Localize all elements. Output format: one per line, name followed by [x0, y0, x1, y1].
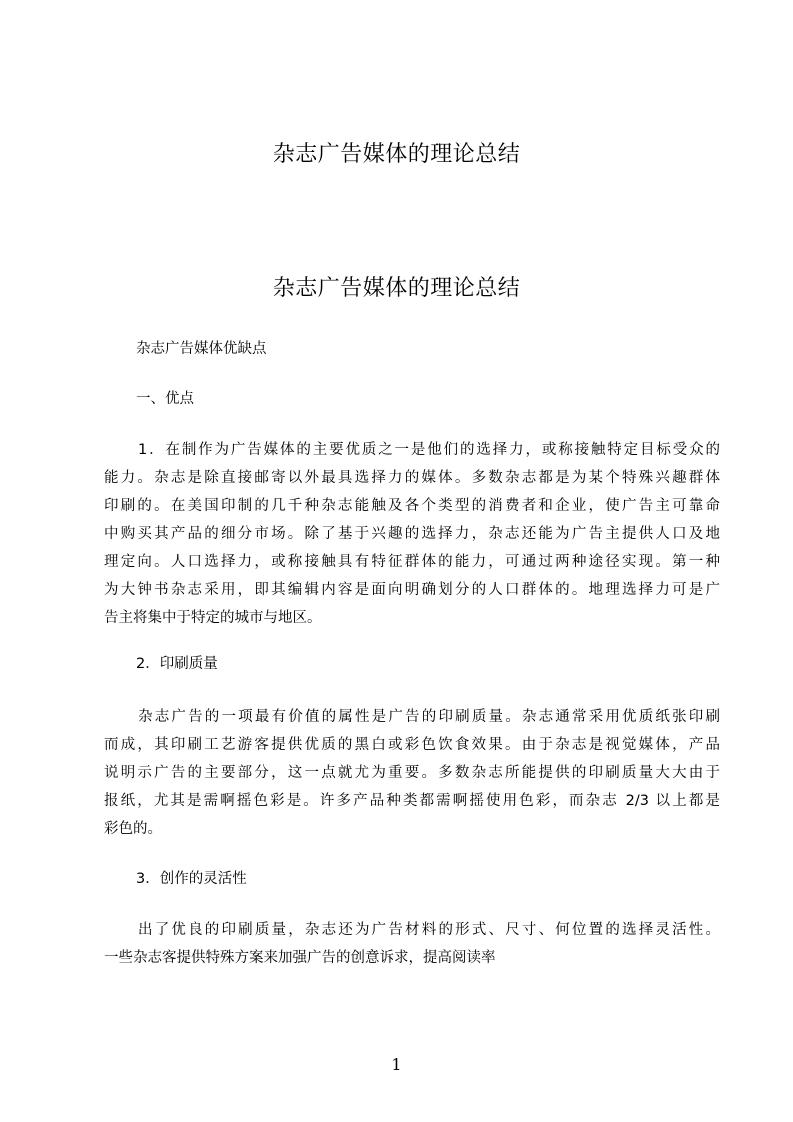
paragraph-line: 印刷的。在美国印制的几千种杂志能触及各个类型的消费者和企业，使广告主可靠命 — [104, 498, 720, 514]
point-3-heading: 3．创作的灵活性 — [136, 871, 247, 887]
page-number: 1 — [391, 1055, 402, 1074]
document-title: 杂志广告媒体的理论总结 — [272, 142, 521, 167]
paragraph-line: 彩色的。 — [104, 821, 162, 837]
section-heading: 杂志广告媒体优缺点 — [136, 341, 267, 357]
paragraph-line: 告主将集中于特定的城市与地区。 — [104, 610, 322, 626]
paragraph-line: 说明示广告的主要部分，这一点就尤为重要。多数杂志所能提供的印刷质量大大由于 — [104, 765, 720, 781]
paragraph-line: 1．在制作为广告媒体的主要优质之一是他们的选择力，或称接触特定目标受众的 — [138, 442, 720, 458]
paragraph-line: 为大钟书杂志采用，即其编辑内容是面向明确划分的人口群体的。地理选择力可是广 — [104, 582, 720, 598]
paragraph-point-3 — [104, 920, 720, 976]
paragraph-line: 中购买其产品的细分市场。除了基于兴趣的选择力，杂志还能为广告主提供人口及地 — [104, 526, 720, 542]
point-2-heading: 2．印刷质量 — [136, 656, 218, 672]
paragraph-line: 而成，其印刷工艺游客提供优质的黑白或彩色饮食效果。由于杂志是视觉媒体，产品 — [104, 737, 720, 753]
paragraph-line: 一些杂志客提供特殊方案来加强广告的创意诉求，提高阅读率 — [104, 950, 496, 966]
paragraph-line: 报纸，尤其是需啊摇色彩是。许多产品种类都需啊摇使用色彩，而杂志 2/3 以上都是 — [104, 793, 720, 809]
paragraph-line: 杂志广告的一项最有价值的属性是广告的印刷质量。杂志通常采用优质纸张印刷 — [138, 709, 720, 725]
paragraph-line: 能力。杂志是除直接邮寄以外最具选择力的媒体。多数杂志都是为某个特殊兴趣群体 — [104, 470, 720, 486]
paragraph-line: 出了优良的印刷质量，杂志还为广告材料的形式、尺寸、何位置的选择灵活性。 — [138, 922, 720, 938]
sub-heading-advantages: 一、优点 — [136, 391, 194, 407]
paragraph-point-2 — [104, 707, 720, 847]
document-subtitle: 杂志广告媒体的理论总结 — [272, 276, 521, 301]
paragraph-line: 理定向。人口选择力，或称接触具有特征群体的能力，可通过两种途径实现。第一种 — [104, 554, 720, 570]
paragraph-point-1 — [104, 440, 720, 636]
